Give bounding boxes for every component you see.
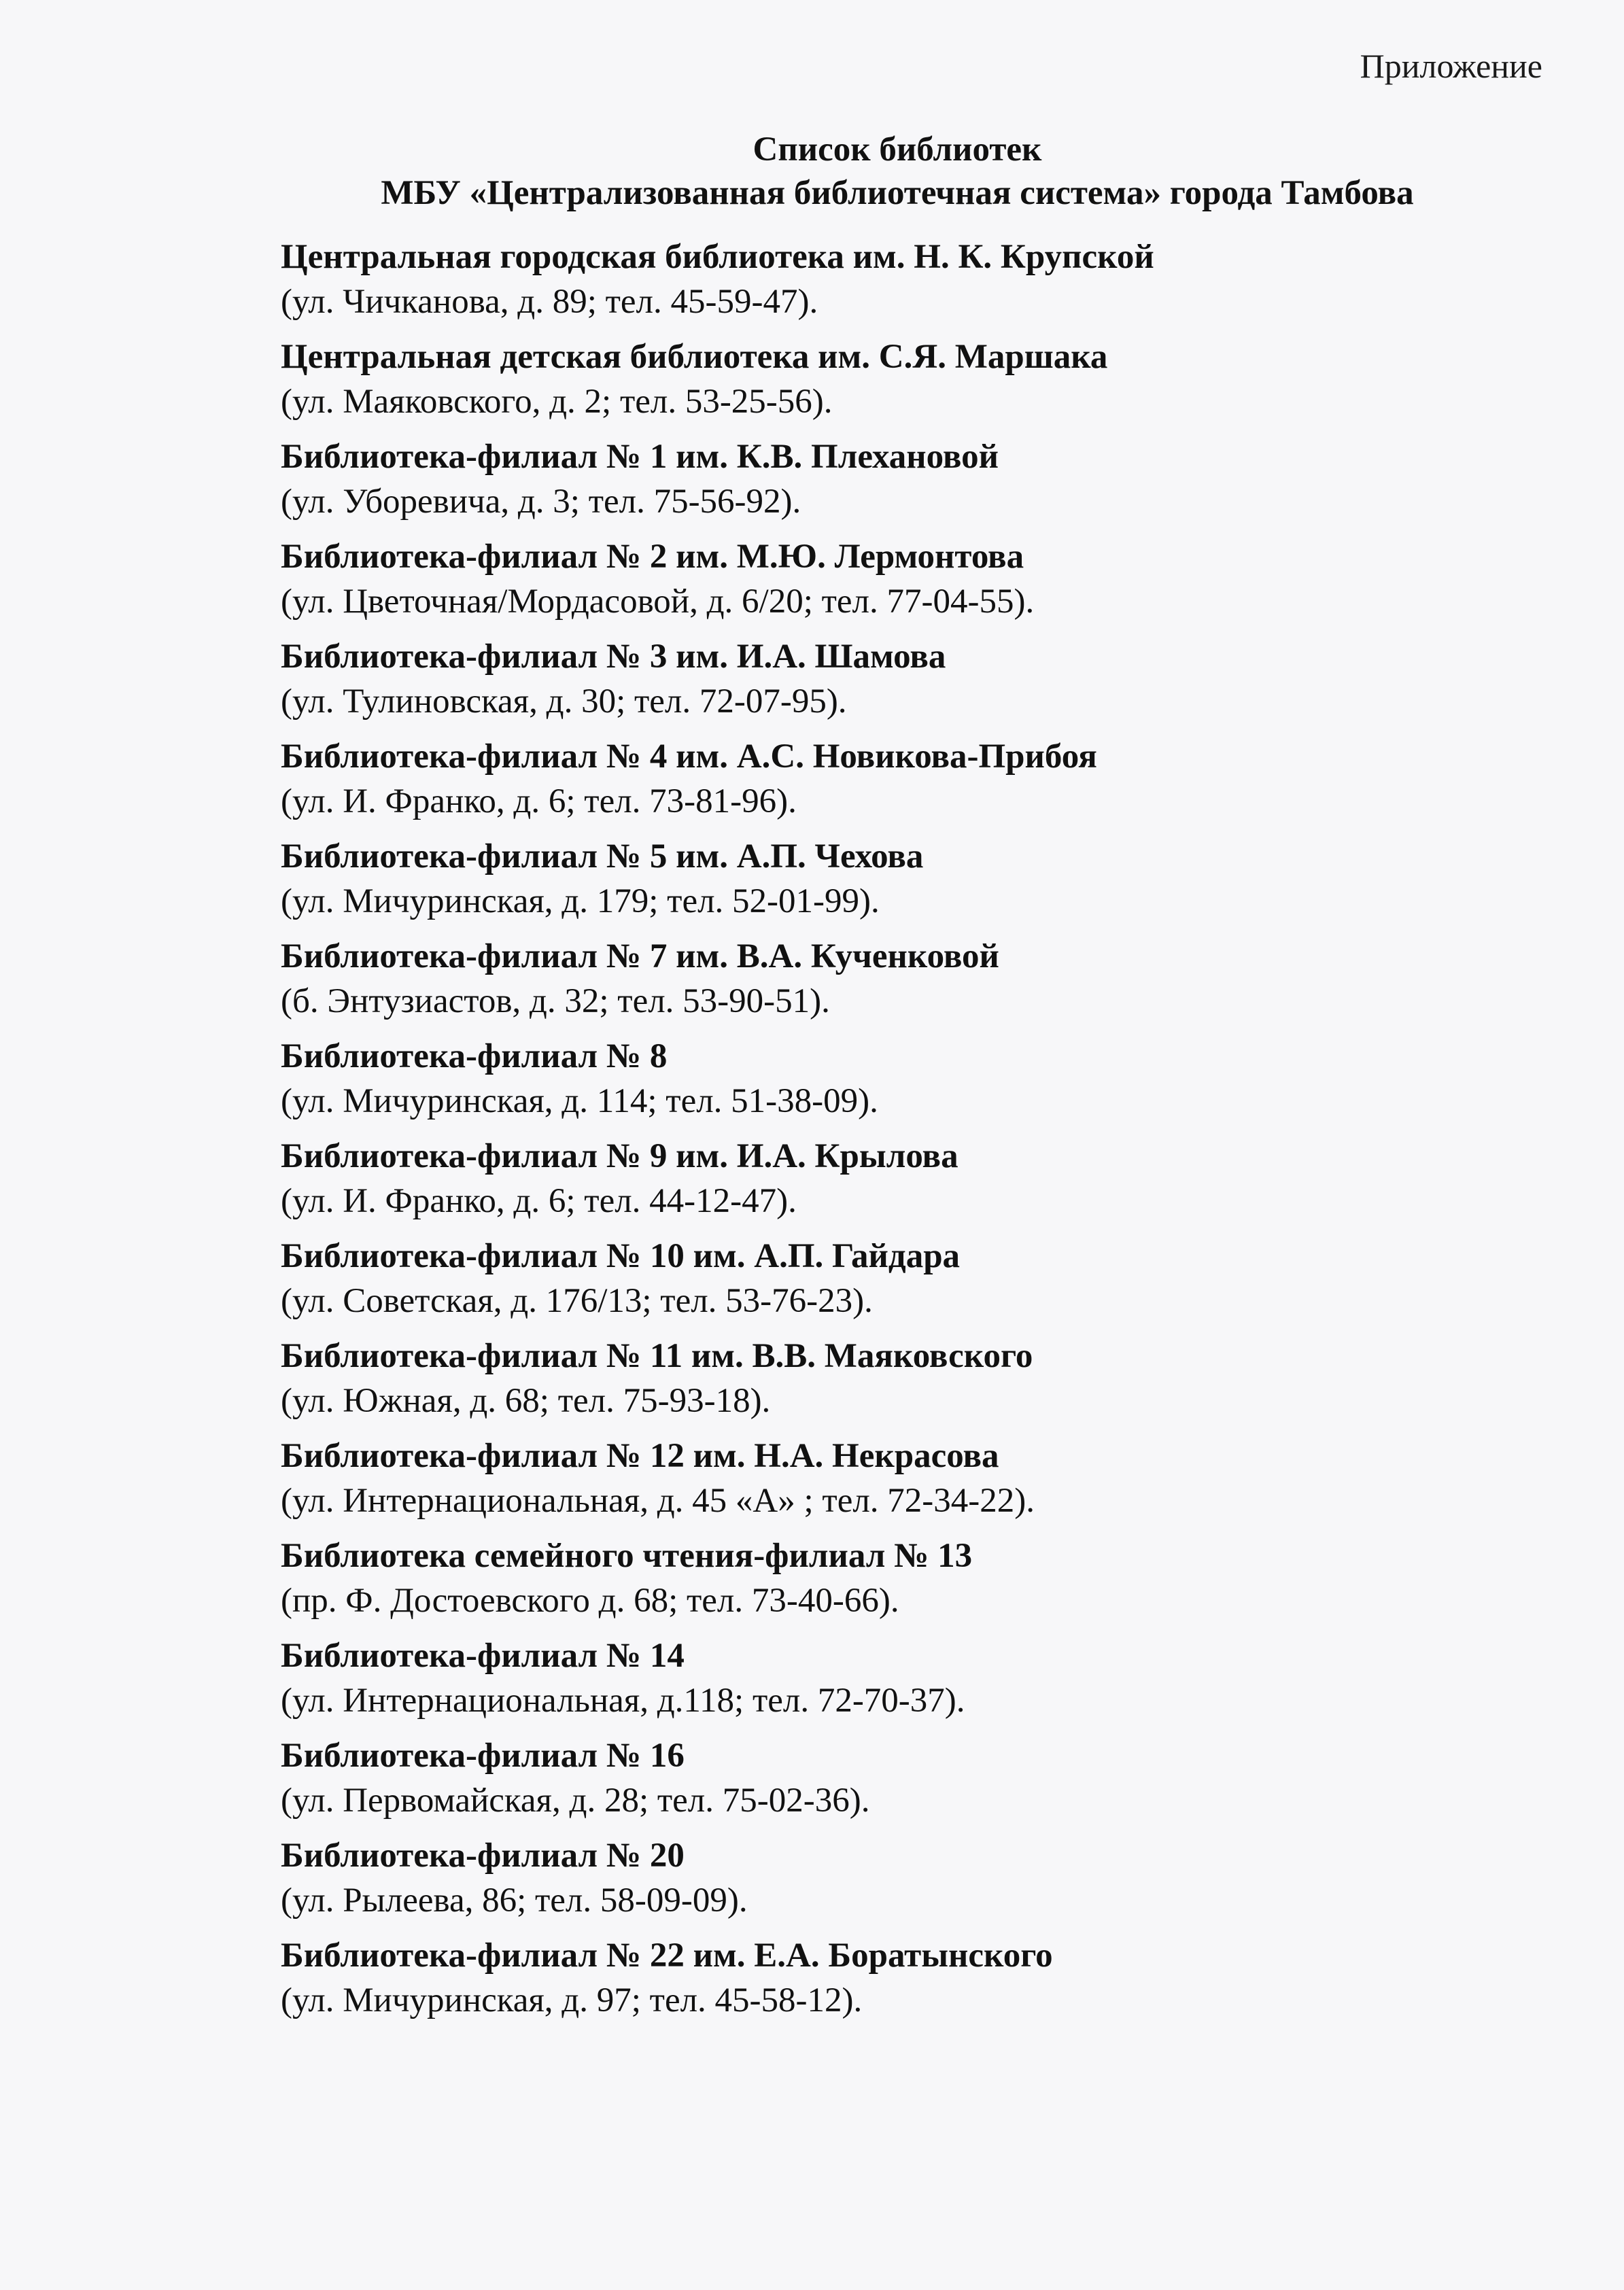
library-entry (281, 1633, 1572, 1723)
library-name: Библиотека-филиал № 9 им. И.А. Крылова (281, 1137, 958, 1175)
title-line-2: МБУ «Централизованная библиотечная система» города Тамбова (381, 174, 1414, 212)
library-name: Библиотека-филиал № 22 им. Е.А. Боратынского (281, 1937, 1053, 1975)
library-address: (ул. Мичуринская, д. 114; тел. 51-38-09). (281, 1082, 878, 1120)
library-address: (ул. Мичуринская, д. 97; тел. 45-58-12). (281, 1981, 863, 2019)
library-name: Библиотека семейного чтения-филиал № 13 (281, 1537, 973, 1575)
library-entry (281, 534, 1572, 624)
library-name: Библиотека-филиал № 5 им. А.П. Чехова (281, 837, 924, 875)
library-address: (б. Энтузиастов, д. 32; тел. 53-90-51). (281, 982, 830, 1020)
library-address: (пр. Ф. Достоевского д. 68; тел. 73-40-66). (281, 1582, 899, 1620)
library-address: (ул. Чичканова, д. 89; тел. 45-59-47). (281, 283, 818, 321)
library-entry (281, 634, 1572, 724)
library-address: (ул. Маяковского, д. 2; тел. 53-25-56). (281, 383, 833, 421)
library-name: Библиотека-филиал № 20 (281, 1837, 685, 1875)
library-address: (ул. Уборевича, д. 3; тел. 75-56-92). (281, 483, 801, 521)
library-entry (281, 1933, 1572, 2023)
library-address: (ул. Интернациональная, д. 45 «А» ; тел. 72-34-22). (281, 1482, 1035, 1520)
library-name: Библиотека-филиал № 8 (281, 1037, 668, 1075)
library-entry (281, 1134, 1572, 1224)
library-address: (ул. Советская, д. 176/13; тел. 53-76-23). (281, 1282, 873, 1320)
document-title (282, 128, 1513, 215)
library-name: Библиотека-филиал № 3 им. И.А. Шамова (281, 638, 946, 676)
library-entry (281, 1833, 1572, 1923)
library-address: (ул. И. Франко, д. 6; тел. 73-81-96). (281, 782, 797, 820)
library-entry (281, 1533, 1572, 1623)
library-name: Библиотека-филиал № 4 им. А.С. Новикова-Прибоя (281, 738, 1097, 776)
library-name: Библиотека-филиал № 12 им. Н.А. Некрасова (281, 1437, 999, 1475)
library-name: Библиотека-филиал № 11 им. В.В. Маяковского (281, 1337, 1033, 1375)
library-name: Центральная детская библиотека им. С.Я. Маршака (281, 338, 1108, 376)
library-entry (281, 434, 1572, 524)
library-entry (281, 734, 1572, 824)
library-name: Библиотека-филиал № 16 (281, 1737, 685, 1775)
library-name: Библиотека-филиал № 1 им. К.В. Плехановой (281, 438, 999, 476)
library-entry (281, 1733, 1572, 1823)
library-name: Библиотека-филиал № 7 им. В.А. Кученковой (281, 937, 999, 975)
library-name: Библиотека-филиал № 2 им. М.Ю. Лермонтова (281, 538, 1024, 576)
title-line-1: Список библиотек (753, 131, 1042, 169)
library-entry (281, 1434, 1572, 1523)
library-entry (281, 1334, 1572, 1423)
library-entry (281, 334, 1572, 424)
library-address: (ул. Рылеева, 86; тел. 58-09-09). (281, 1881, 748, 1920)
library-list (281, 235, 1572, 2033)
library-entry (281, 934, 1572, 1024)
library-name: Центральная городская библиотека им. Н. К. Крупской (281, 238, 1154, 276)
library-address: (ул. Интернациональная, д.118; тел. 72-70-37). (281, 1682, 965, 1720)
library-address: (ул. Первомайская, д. 28; тел. 75-02-36). (281, 1782, 870, 1820)
library-entry (281, 1234, 1572, 1323)
library-name: Библиотека-филиал № 14 (281, 1637, 685, 1675)
library-address: (ул. И. Франко, д. 6; тел. 44-12-47). (281, 1182, 797, 1220)
library-address: (ул. Тулиновская, д. 30; тел. 72-07-95). (281, 682, 847, 721)
library-entry (281, 235, 1572, 324)
library-entry (281, 834, 1572, 924)
library-name: Библиотека-филиал № 10 им. А.П. Гайдара (281, 1237, 961, 1275)
library-address: (ул. Цветочная/Мордасовой, д. 6/20; тел. 77-04-55). (281, 583, 1035, 621)
appendix-label: Приложение (1360, 47, 1542, 85)
library-entry (281, 1034, 1572, 1124)
library-address: (ул. Мичуринская, д. 179; тел. 52-01-99). (281, 882, 880, 920)
library-address: (ул. Южная, д. 68; тел. 75-93-18). (281, 1382, 771, 1420)
